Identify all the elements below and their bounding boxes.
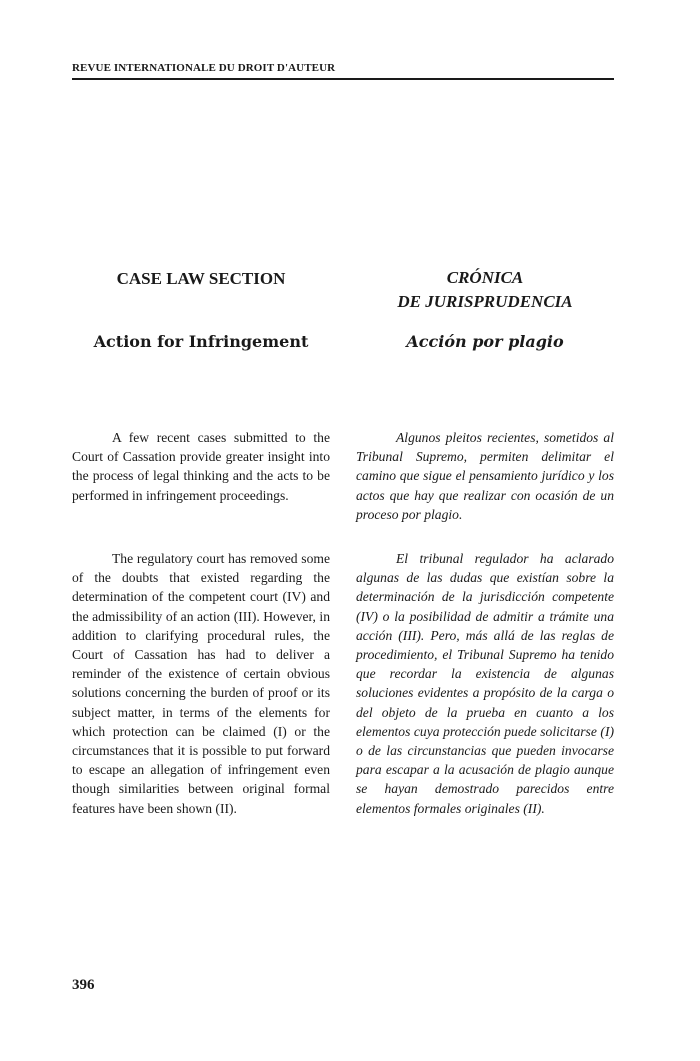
page-number: 396 bbox=[72, 977, 95, 993]
english-section-title: CASE LAW SECTION bbox=[116, 269, 286, 288]
spanish-subtitle: Acción por plagio bbox=[406, 332, 564, 351]
spanish-paragraph-2: El tribunal regulador ha aclarado algunas de las dudas que existían sobre la determinación de la jurisdicción competente (IV) o la posibilidad de admitir a trámite una acción (III). Pero, más allá de las reglas de procedimiento, el Tribunal Supremo ha tenido que recordar la existencia de algunas soluciones evidentes a propósito de la carga o del objeto de la prueba en cuanto a los elementos cuya protección puede solicitarse (I) o de las circunstancias que pueden invocarse para escapar a la acusación de plagio aunque se hayan demostrado parecidos entre elementos formales originales (II). bbox=[356, 551, 614, 816]
english-subtitle: Action for Infringement bbox=[93, 332, 309, 351]
spanish-section-title-line-1: CRÓNICA bbox=[446, 268, 524, 287]
spanish-paragraph-1: Algunos pleitos recientes, sometidos al Tribunal Supremo, permiten delimitar el camino que sigue el pensamiento jurídico y los actos que hay que realizar con ocasión de un proceso por plagio. bbox=[356, 430, 614, 522]
spanish-section-title-line-2: DE JURISPRUDENCIA bbox=[397, 292, 573, 311]
header-rule bbox=[72, 78, 614, 80]
spanish-section-title bbox=[356, 266, 614, 314]
english-paragraph-1: A few recent cases submitted to the Court of Cassation provide greater insight into the process of legal thinking and the acts to be performed in infringement proceedings. bbox=[72, 430, 330, 503]
english-paragraph-2: The regulatory court has removed some of the doubts that existed regarding the determination of the competent court (IV) and the admissibility of an action (III). However, in addition to clarifying procedural rules, the Court of Cassation has had to deliver a reminder of the existence of certain obvious solutions concerning the burden of proof or its subject matter, in terms of the elements for which protection can be claimed (I) or the circumstances that it is possible to put forward to escape an allegation of infringement even though similarities between original formal features have been shown (II). bbox=[72, 551, 330, 816]
running-head-title: REVUE INTERNATIONALE DU DROIT D'AUTEUR bbox=[72, 62, 336, 74]
